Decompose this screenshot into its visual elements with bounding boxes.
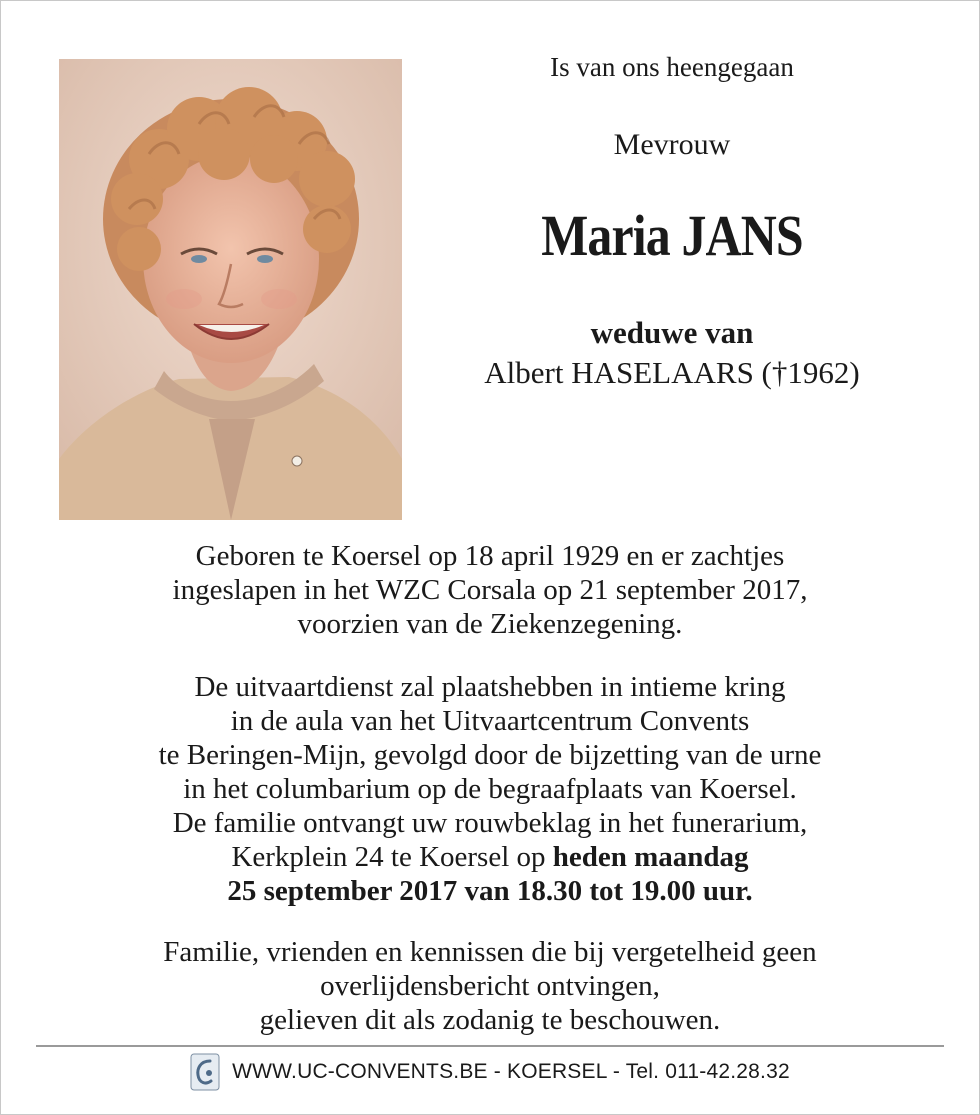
service-line: te Beringen-Mijn, gevolgd door de bijzetting van de urne — [158, 739, 822, 771]
service-line: De familie ontvangt uw rouwbeklag in het funerarium, — [172, 807, 808, 839]
birth-death-paragraph — [0, 539, 980, 641]
closing-line: gelieven dit als zodanig te beschouwen. — [259, 1004, 721, 1036]
uc-convents-logo-icon — [190, 1053, 220, 1091]
service-line-visitation — [0, 840, 980, 874]
portrait-photo — [59, 59, 402, 520]
birth-death-line: Geboren te Koersel op 18 april 1929 en er zachtjes — [195, 540, 785, 572]
service-line: in de aula van het Uitvaartcentrum Convents — [230, 705, 750, 737]
service-line: in het columbarium op de begraafplaats van Koersel. — [183, 773, 797, 805]
spouse-label: weduwe van — [590, 315, 754, 350]
closing-paragraph — [0, 935, 980, 1037]
footer-contact: WWW.UC-CONVENTS.BE - KOERSEL - Tel. 011-42.28.32 — [232, 1060, 790, 1083]
footer-divider — [36, 1045, 944, 1047]
visitation-day: heden maandag — [552, 841, 749, 873]
birth-death-line: voorzien van de Ziekenzegening. — [297, 608, 683, 640]
portrait-illustration — [59, 59, 402, 520]
footer — [0, 1050, 980, 1094]
honorific-title: Mevrouw — [613, 128, 731, 161]
service-paragraph — [0, 670, 980, 908]
deceased-name: Maria JANS — [541, 203, 803, 268]
closing-line: Familie, vrienden en kennissen die bij vergetelheid geen — [163, 936, 817, 968]
visitation-datetime: 25 september 2017 van 18.30 tot 19.00 uur. — [227, 875, 753, 907]
visitation-address: Kerkplein 24 te Koersel op — [231, 841, 553, 873]
spouse-name: Albert HASELAARS (†1962) — [484, 355, 860, 390]
closing-line: overlijdensbericht ontvingen, — [320, 970, 660, 1002]
service-line: De uitvaartdienst zal plaatshebben in intieme kring — [194, 671, 786, 703]
intro-line: Is van ons heengegaan — [550, 52, 794, 82]
birth-death-line: ingeslapen in het WZC Corsala op 21 september 2017, — [172, 574, 808, 606]
